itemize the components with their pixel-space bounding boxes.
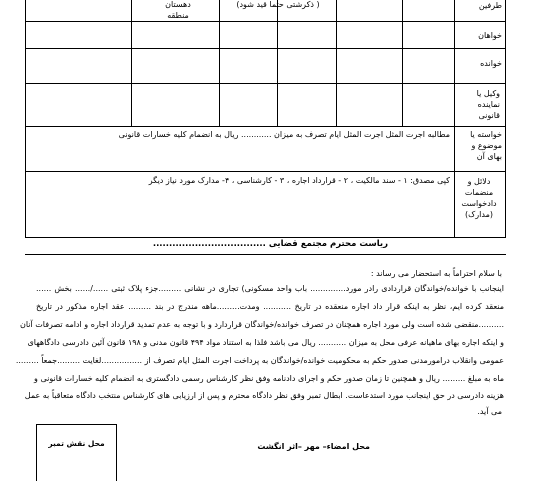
- col-divider-2: [336, 0, 337, 126]
- row-line-4: [25, 126, 506, 127]
- signature-label: محل امضاء– مهر –اثر انگشت: [257, 442, 370, 451]
- header-region: منطقه: [167, 11, 189, 20]
- col-divider-4: [219, 0, 220, 126]
- label-plaintiff: خواهان: [478, 31, 502, 40]
- header-note: ( ذکرشتی حتما قید شود): [236, 0, 320, 9]
- letter-divider: [25, 254, 506, 255]
- header-village: دهستان: [165, 0, 191, 9]
- label-evidence: دلائل و منضمات دادخواست (مدارک): [461, 177, 497, 219]
- row-line-2: [25, 48, 506, 49]
- body-line-6: ماه به مبلغ ......... ریال و همچنین تا زمان صدور حکم و اجرای دادنامه وفق نظر کارشناس رسمی دادگستری به انضمام کلیه خسارات قانونی و: [34, 374, 504, 383]
- greeting: با سلام احتراماً به استحضار می رساند :: [370, 269, 502, 278]
- col-divider-5: [131, 0, 132, 126]
- body-line-1: اینجانب با خوانده/خواندگان قراردادی رادر مورد.............. باب واحد مسکونی) تجاری در نشانی .........جزء پلاک ثبتی ....../...... بخش ......: [36, 284, 504, 293]
- row-line-6: [25, 237, 506, 238]
- col-divider-1: [402, 0, 403, 126]
- label-parties: طرفین: [478, 1, 502, 10]
- body-line-7: هزینه دادرسی در حق اینجانب مورد استدعاست. ابطال تمبر وفق نظر دادگاه محترم و پس از ارزیابی های کارشناس منتخب دادگاه متعاقباً به عمل: [24, 391, 504, 400]
- evidence-text: کپی مصدق: ۱ - سند مالکیت ، ۲ - قرارداد اجاره ، ۳ - کارشناسی ، ۴- مدارک مورد نیاز دیگر: [148, 176, 450, 185]
- row-line-1: [25, 21, 506, 22]
- addressee: ریاست محترم مجتمع قضایی ...................................: [152, 239, 388, 249]
- row-line-5: [25, 171, 506, 172]
- label-lawyer: وکیل یا نماینده قانونی: [476, 89, 500, 120]
- body-line-5: عمومی وانقلاب درامورمدنی صدور حکم به محکومیت خوانده/خواندگان به پرداخت اجرت المثل ایام تصرف از ................لغایت .........جمعاً .........: [15, 356, 504, 365]
- label-column-divider: [454, 0, 455, 237]
- table-border-right: [505, 0, 506, 237]
- label-defendant: خوانده: [480, 59, 502, 68]
- body-line-2: منعقد کرده ایم، نظر به اینکه قرار داد اجاره منعقده در تاریخ ........... ومدت.........ماهه مندرج در بند ......... عقد اجاره مذکور در تاریخ: [36, 302, 504, 311]
- stamp-box-label: محل نقش تمبر: [48, 439, 105, 448]
- row-line-3: [25, 83, 506, 84]
- label-claim: خواسته یا موضوع و بهای آن: [470, 130, 502, 161]
- claim-text: مطالبه اجرت المثل اجرت المثل ایام تصرف به میزان ............ ریال به انضمام کلیه خسارات قانونی: [118, 130, 450, 139]
- body-line-4: و اینکه اجاره بهای ماهیانه عرفی محل به میزان ........... ریال می باشد فلذا به استناد مواد ۴۹۴ قانون مدنی و ۱۹۸ قانون آئین دادرسی دادگاههای: [27, 338, 504, 347]
- table-border-left: [25, 0, 26, 237]
- stamp-box: [36, 424, 117, 481]
- body-last-line: می آید.: [477, 407, 502, 416]
- col-divider-3: [277, 0, 278, 126]
- body-line-3: ..........منقضی شده است ولی مورد اجاره همچنان در تصرف خوانده/خواندگان قراردارد و با توجه به عدم تمدید قرارداد اجاره و ادامه تصرفات آنان: [19, 320, 504, 329]
